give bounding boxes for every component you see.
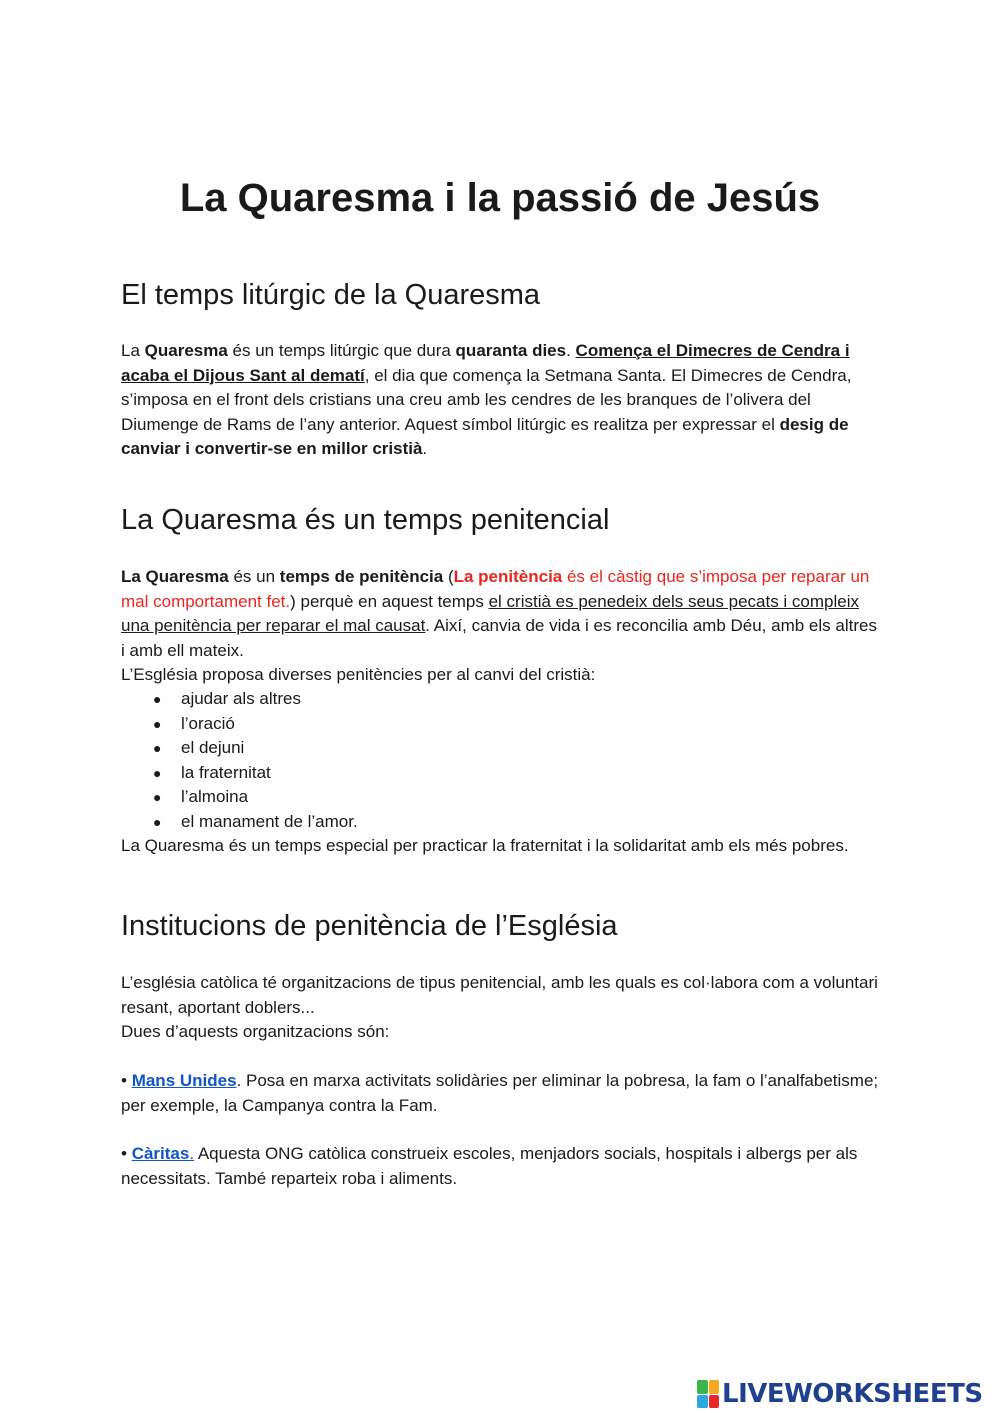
penances-list: [121, 687, 358, 834]
mans-unides-link[interactable]: Mans Unides: [131, 1071, 237, 1090]
page-title: La Quaresma i la passió de Jesús: [179, 176, 821, 220]
bullet-icon: ●: [153, 691, 162, 707]
bullet-icon: ●: [153, 740, 162, 756]
logo-text: LIVEWORKSHEETS: [722, 1379, 983, 1409]
list-item: ● ajudar als altres: [121, 687, 358, 712]
paragraph-penitential: La Quaresma és un temps de penitència (La penitència és el càstig que s’imposa per reparar un mal comportament fet.) perquè en aquest temps el cristià es penedeix dels seus pecats i compleix una penitència per reparar el mal causat. Així, canvia de vida i es reconcilia amb Déu, amb els altres i amb ell mateix. L’Església proposa diverses penitències per al canvi del cristià:: [121, 567, 877, 684]
bullet-icon: ●: [153, 764, 162, 781]
list-item: ● el dejuni: [121, 736, 358, 761]
list-item: ● l’oració: [121, 712, 358, 737]
paragraph-institutions: L’església catòlica té organitzacions de tipus penitencial, amb les quals es col·labora com a voluntari resant, aportant doblers... Dues d’aquests organitzacions són:: [121, 973, 878, 1041]
liveworksheets-logo: [697, 1378, 983, 1410]
paragraph-liturgical: La Quaresma és un temps litúrgic que dura quaranta dies. Comença el Dimecres de Cendra i acaba el Dijous Sant al dematí, el dia que comença la Setmana Santa. El Dimecres de Cendra, s’imposa en el front dels cristians una creu amb les cendres de les branques de l’olivera del Diumenge de Rams de l’any anterior. Aquest símbol litúrgic es realitza per expressar el desig de canviar i convertir-se en millor cristià.: [121, 341, 852, 458]
liveworksheets-logo-icon: [697, 1380, 719, 1408]
bullet-icon: ●: [153, 715, 162, 732]
section-heading-liturgical: El temps litúrgic de la Quaresma: [121, 279, 541, 311]
section-heading-institutions: Institucions de penitència de l’Església: [121, 910, 618, 942]
bullet-icon: ●: [153, 813, 162, 830]
list-item: ● el manament de l’amor.: [121, 810, 358, 835]
list-item: ● l’almoina: [121, 785, 358, 810]
caritas-link[interactable]: Càritas: [131, 1144, 190, 1163]
list-item: ● la fraternitat: [121, 761, 358, 786]
org-mans-unides: • Mans Unides. Posa en marxa activitats solidàries per eliminar la pobresa, la fam o l’analfabetisme; per exemple, la Campanya contra la Fam.: [121, 1071, 879, 1115]
bullet-icon: ●: [153, 789, 162, 805]
section-heading-penitential: La Quaresma és un temps penitencial: [121, 504, 610, 536]
paragraph-closing: La Quaresma és un temps especial per practicar la fraternitat i la solidaritat amb els més pobres.: [121, 836, 849, 855]
org-caritas: • Càritas. Aquesta ONG catòlica construeix escoles, menjadors socials, hospitals i albergs per als necessitats. També reparteix roba i aliments.: [121, 1144, 858, 1188]
